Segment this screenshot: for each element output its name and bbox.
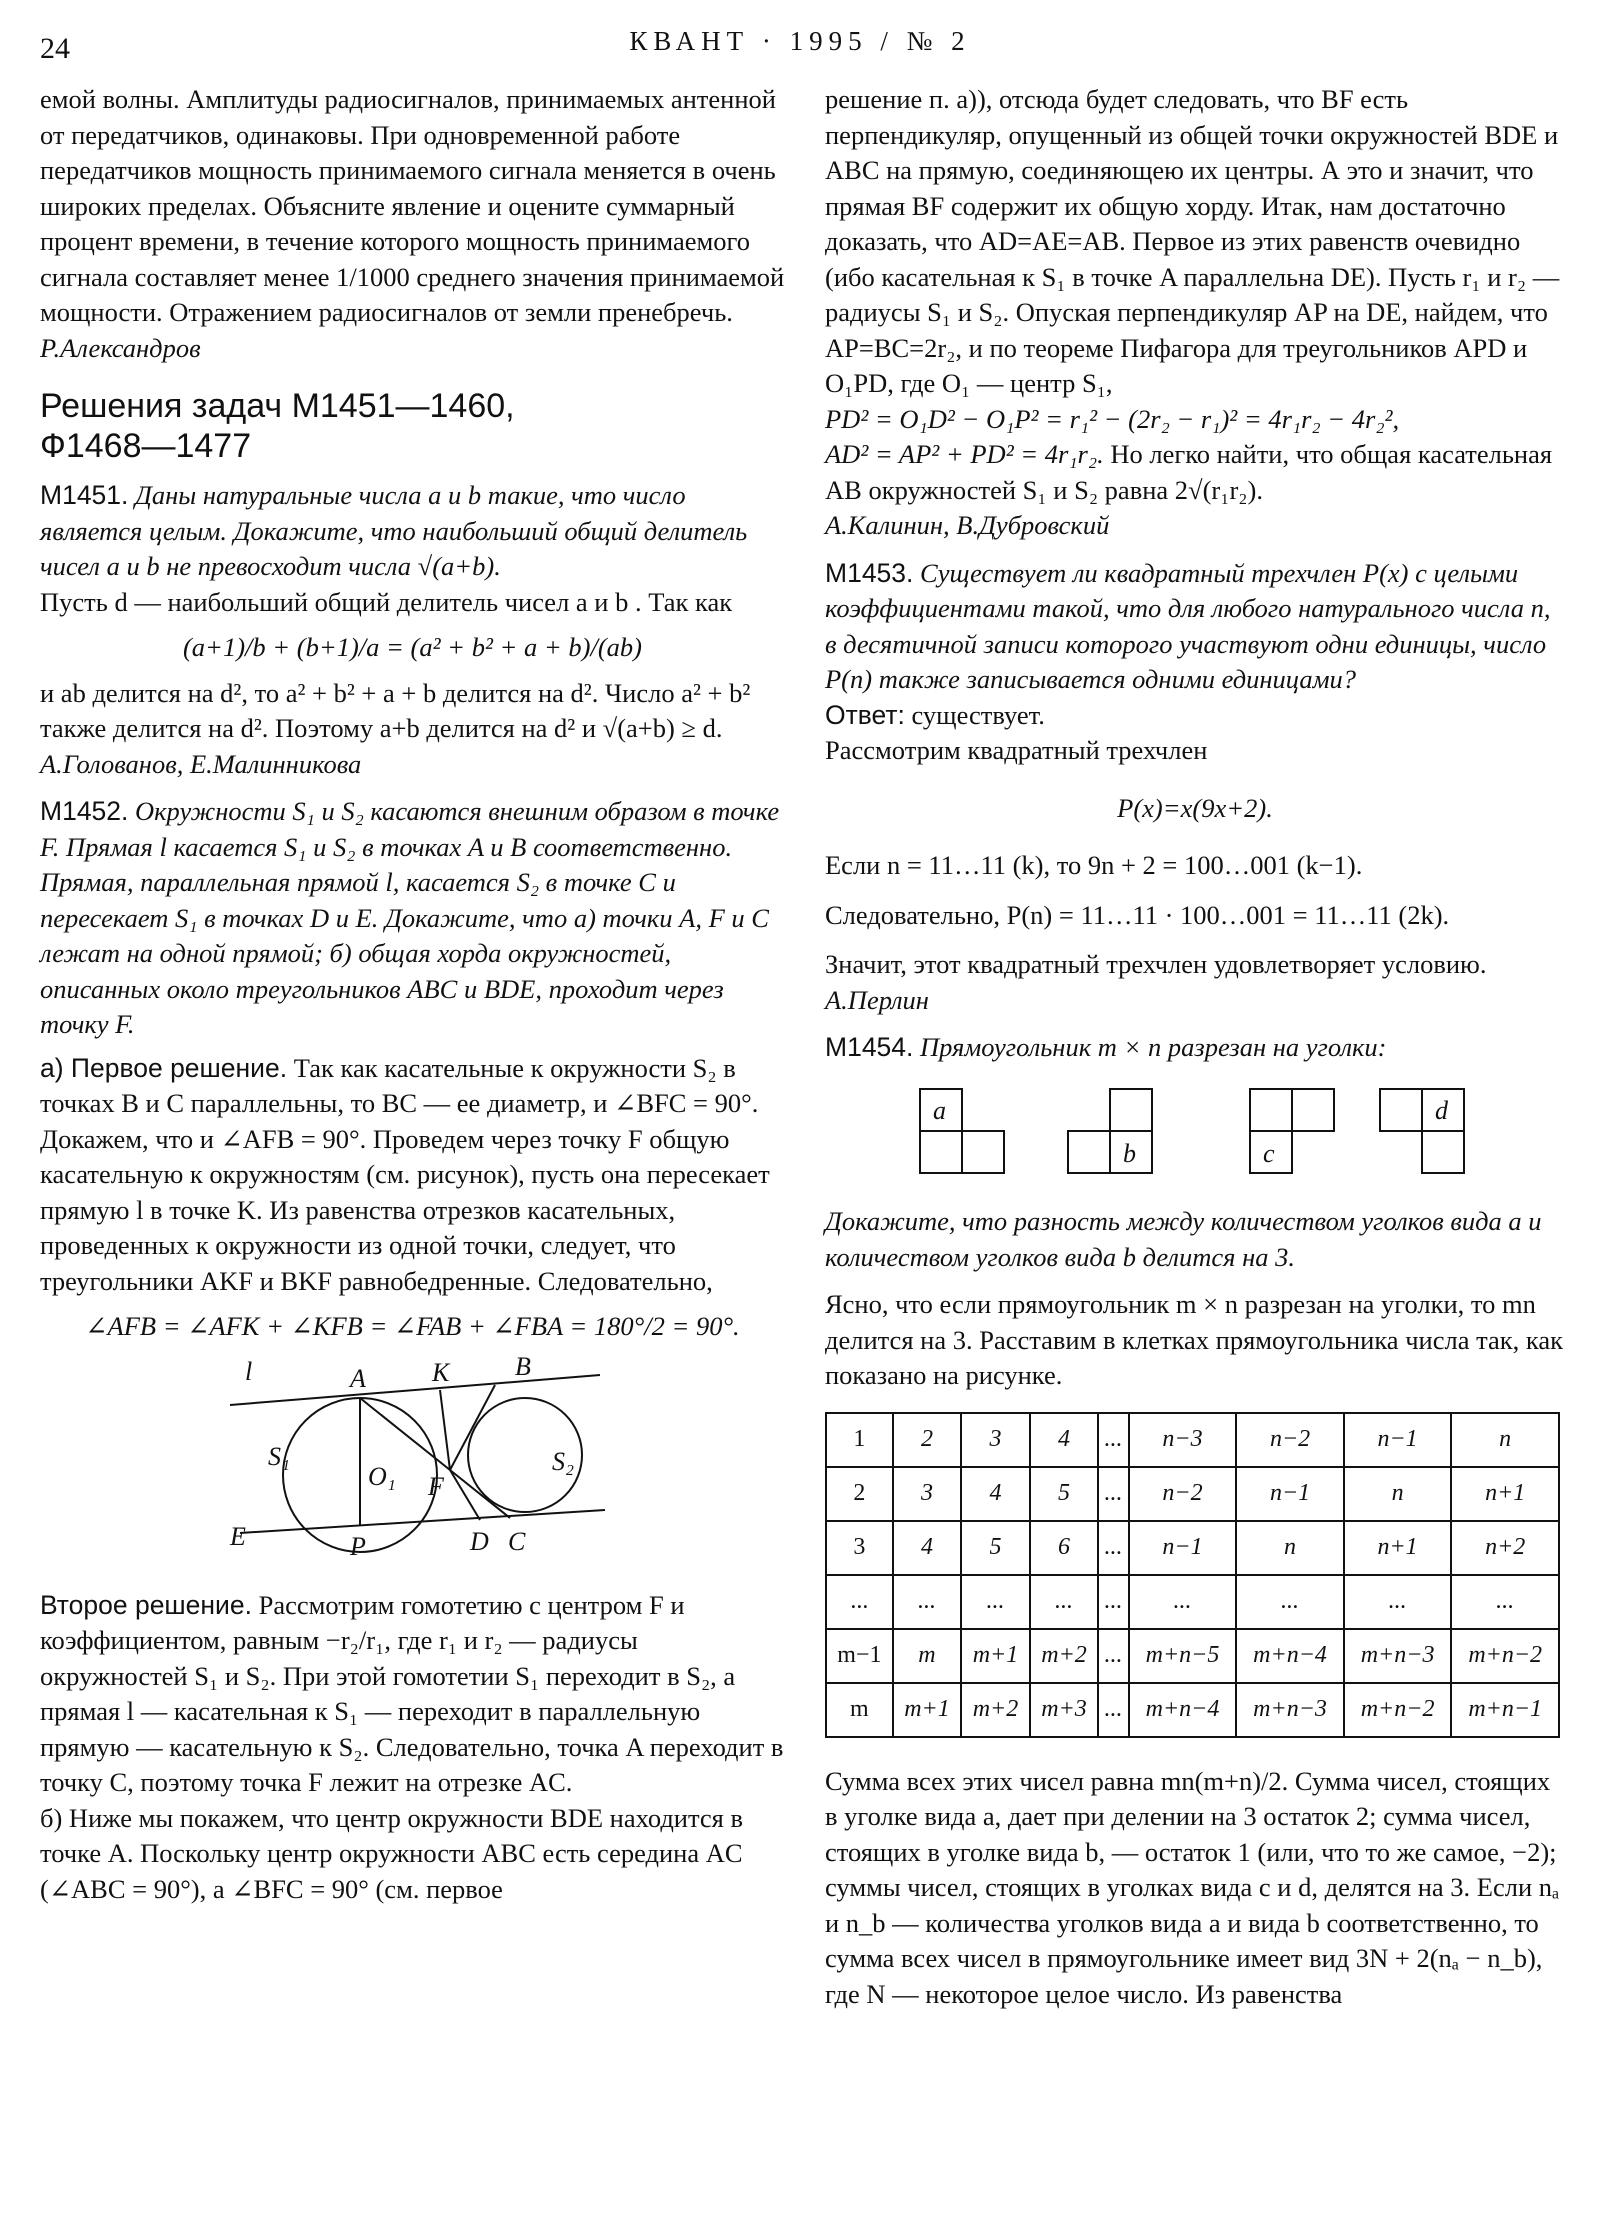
table-cell: m [893,1629,962,1683]
circles-figure [40,1355,785,1580]
page-number: 24 [40,32,70,65]
table-cell: ... [1098,1575,1128,1629]
label-f: F [428,1471,444,1501]
table-cell: m+n−3 [1236,1683,1344,1737]
table-cell: m+n−2 [1344,1683,1452,1737]
table-cell: m+2 [1030,1629,1099,1683]
table-cell: n+1 [1451,1467,1559,1521]
label-s1: S₁ [268,1441,291,1471]
table-cell: 2 [826,1467,893,1521]
m1451-statement [40,478,785,585]
second-solution-label: Второе решение. [40,1589,252,1620]
table-cell: ... [826,1575,893,1629]
table-cell: n−1 [1344,1413,1452,1467]
table-cell: m+3 [1030,1683,1099,1737]
table-cell: ... [1236,1575,1344,1629]
label-o1: O₁ [368,1461,396,1491]
answer-label: Ответ: [825,699,905,730]
m1452-stmt: Окружности S₁ и S₂ касаются внешним образом в точке F. Прямая l касается S₁ и S₂ в точках A и B соответственно. Прямая, параллельная прямой l, касается S₂ в точке C и пересекает S₁ в точках D и E. Докажите, что а) точки A, F и C лежат на одной прямой; б) общая хорда окружностей, описанных около треугольников ABC и BDE, проходит через точку F. [40,796,780,1039]
table-cell: m+n−4 [1129,1683,1237,1737]
corner-shapes [825,1084,1565,1189]
table-cell: 3 [893,1467,962,1521]
label-l: l [245,1356,253,1386]
table-cell: 3 [961,1413,1030,1467]
table-row [826,1413,1559,1467]
table-cell: 5 [1030,1467,1099,1521]
table-cell: n [1344,1467,1452,1521]
m1453-author: А.Перлин [825,984,929,1015]
number-grid [825,1412,1560,1738]
table-row [826,1683,1559,1737]
m1454-sol2: Сумма всех этих чисел равна mn(m+n)/2. Сумма чисел, стоящих в уголке вида a, дает при делении на 3 остаток 2; сумма чисел, стоящих в уголке вида b, — остаток 1 (или, что то же самое, −2); суммы чисел, стоящих в уголках вида c и d, делятся на 3. Если nₐ и n_b — количества уголков вида a и вида b соответственно, то сумма всех чисел в прямоугольнике имеет вид 3N + 2(nₐ − n_b), где N — некоторое целое число. Из равенства [825,1765,1560,2009]
m1452-continuation: решение п. а)), отсюда будет следовать, что BF есть перпендикуляр, опущенный из общей точки окружностей BDE и ABC на прямую, соединяющею их центры. А это и значит, что прямая BF содержит их общую хорду. Итак, нам достаточно доказать, что AD=AE=AB. Первое из этих равенств очевидно (ибо касательная к S₁ в точке A параллельна DE). Пусть r₁ и r₂ — радиусы S₁ и S₂. Опуская перпендикуляр AP на DE, найдем, что AP=BC=2r₂, и по теореме Пифагора для треугольников APD и O₁PD, где O₁ — центр S₁, [825,84,1560,398]
eq2-line [825,437,1565,508]
segment-fd [450,1470,480,1520]
m1451-sol2: и ab делится на d², то a² + b² + a + b делится на d². Число a² + b² также делится на d². Поэтому a+b делится на d² и √(a+b) ≥ d. [40,677,751,743]
table-cell: m [826,1683,893,1737]
second-solution-text: Рассмотрим гомотетию с центром F и коэффициентом, равным −r₂/r₁, где r₁ и r₂ — радиусы окружностей S₁ и S₂. При этой гомотетии S₁ переходит в S₂, а прямая l — касательная к S₁ — переходит в параллельную прямую — касательную к S₂. Следовательно, точка A переходит в точку C, поэтому точка F лежит на отрезке AC. [40,1589,784,1797]
section-title-line1: Решения задач М1451—1460, [40,387,515,425]
label-s2: S₂ [552,1446,575,1476]
table-cell: 6 [1030,1521,1099,1575]
m1451-sol1: Пусть d — наибольший общий делитель чисел a и b . Так как [40,586,733,617]
table-cell: 2 [893,1413,962,1467]
table-cell: ... [1451,1575,1559,1629]
label-a: A [350,1363,366,1393]
table-cell: m+n−2 [1451,1629,1559,1683]
segment-fb [450,1385,495,1470]
intro-paragraph: емой волны. Амплитуды радиосигналов, принимаемых антенной от передатчиков, одинаковы. При одновременной работе передатчиков мощность принимаемого сигнала меняется в очень широких пределах. Объясните явление и оцените суммарный процент времени, в течение которого мощность принимаемого сигнала составляет менее 1/1000 среднего значения принимаемой мощности. Отражением радиосигналов от земли пренебречь. [40,84,785,327]
first-solution-label: а) Первое решение. [40,1052,288,1083]
table-cell: n [1451,1413,1559,1467]
m1452-statement [40,794,785,1043]
table-cell: 1 [826,1413,893,1467]
label-k: K [432,1357,450,1387]
m1453-line1: Если n = 11…11 (k), то 9n + 2 = 100…001 (k−1). [825,850,1363,880]
table-cell: n+1 [1344,1521,1452,1575]
label-b: B [515,1354,531,1381]
m1453-answer [825,698,1565,734]
table-cell: m+1 [961,1629,1030,1683]
first-solution-text: Так как касательные к окружности S₂ в точках B и C параллельны, то BC — ее диаметр, и ∠BFC = 90°. Докажем, что и ∠AFB = 90°. Проведем через точку F общую касательную к окружностям (см. рисунок), пусть она пересекает прямую l в точке K. Из равенства отрезков касательных, проведенных к окружности из одной точки, следует, что треугольники AKF и BKF равнобедренные. Следовательно, [40,1052,770,1296]
table-cell: m+n−1 [1451,1683,1559,1737]
m1451-stmt-a: Даны натуральные числа a и b такие, что число [135,480,686,510]
m1451-formula: (a+1)/b + (b+1)/a = (a² + b² + a + b)/(ab) [182,632,642,662]
label-c: C [508,1526,526,1556]
m1452-label: М1452. [40,796,129,826]
m1453-consider: Рассмотрим квадратный трехчлен [825,735,1208,765]
table-cell: n [1236,1521,1344,1575]
table-cell: ... [1098,1413,1128,1467]
m1451-label: М1451. [40,480,129,510]
left-column [40,82,785,1907]
table-cell: ... [1098,1629,1128,1683]
table-cell: ... [1098,1683,1128,1737]
table-cell: n−3 [1129,1413,1237,1467]
right-column [825,82,1565,2012]
journal-header: КВАНТ · 1995 / № 2 [629,26,971,56]
m1453-label: М1453. [825,557,914,588]
table-cell: m+2 [961,1683,1030,1737]
table-cell: m+1 [893,1683,962,1737]
table-cell: n−1 [1236,1467,1344,1521]
shape-b-letter: b [1123,1138,1136,1168]
table-cell: n−1 [1129,1521,1237,1575]
eq2-rest: Но легко найти, что общая касательная AB окружностей S₁ и S₂ равна 2√(r₁r₂). [825,439,1553,505]
eq1: PD² = O₁D² − O₁P² = r₁² − (2r₂ − r₁)² = 4r₁r₂ − 4r₂², [825,403,1400,434]
answer-value: существует. [911,699,1045,730]
table-cell: m+n−5 [1129,1629,1237,1683]
table-cell: 3 [826,1521,893,1575]
m1451-stmt-b: является целым. Докажите, что наибольший общий делитель чисел a и b не превосходит числа √(a+b). [40,515,748,581]
table-row [826,1575,1559,1629]
label-p: P [350,1531,366,1561]
table-cell: n−2 [1129,1467,1237,1521]
m1454-sol1: Ясно, что если прямоугольник m × n разрезан на уголки, то mn делится на 3. Расставим в клетках прямоугольника числа так, как показано на рисунке. [825,1289,1563,1390]
shape-a-letter: a [933,1095,946,1125]
table-cell: n+2 [1451,1521,1559,1575]
table-cell: ... [1098,1467,1128,1521]
eq2: AD² = AP² + PD² = 4r₁r₂. [825,439,1104,469]
m1454-label: М1454. [825,1032,914,1062]
table-row [826,1521,1559,1575]
m1452-author: А.Калинин, В.Дубровский [825,510,1110,540]
m1454-stmt: Прямоугольник m × n разрезан на уголки: [920,1032,1387,1062]
section-title-line2: Ф1468—1477 [40,427,252,465]
section-title [40,386,785,466]
m1452-part-b: б) Ниже мы покажем, что центр окружности BDE находится в точке A. Поскольку центр окружности ABC есть середина AC (∠ABC = 90°), а ∠BFC = 90° (см. первое [40,1802,743,1904]
table-cell: 4 [961,1467,1030,1521]
segment-af [360,1398,450,1470]
m1454-prove: Докажите, что разность между количеством уголков вида a и количеством уголков вида b делится на 3. [825,1206,1542,1272]
shape-c-letter: c [1263,1138,1275,1168]
intro-author: Р.Александров [40,332,201,363]
table-cell: ... [1030,1575,1099,1629]
table-row [826,1467,1559,1521]
table-cell: ... [1344,1575,1452,1629]
table-cell: 4 [893,1521,962,1575]
m1453-line2: Следовательно, P(n) = 11…11 · 100…001 = 11…11 (2k). [825,899,1450,930]
table-row [826,1629,1559,1683]
table-cell: 5 [961,1521,1030,1575]
table-cell: ... [893,1575,962,1629]
label-e: E [230,1521,246,1551]
m1453-conclusion: Значит, этот квадратный трехчлен удовлетворяет условию. [825,949,1487,979]
m1453-poly: P(x)=x(9x+2). [1117,792,1273,823]
table-cell: ... [961,1575,1030,1629]
m1452-second [40,1588,785,1801]
angle-formula: ∠AFB = ∠AFK + ∠KFB = ∠FAB + ∠FBA = 180°/2 = 90°. [85,1311,740,1341]
table-cell: 4 [1030,1413,1099,1467]
m1452-first [40,1051,785,1300]
m1453-statement [825,556,1565,698]
table-cell: ... [1098,1521,1128,1575]
table-cell: m+n−4 [1236,1629,1344,1683]
table-cell: n−2 [1236,1413,1344,1467]
table-cell: m+n−3 [1344,1629,1452,1683]
m1451-author: А.Голованов, Е.Малинникова [40,748,362,779]
table-cell: ... [1129,1575,1237,1629]
table-cell: m−1 [826,1629,893,1683]
segment-fc [450,1470,510,1518]
m1454-statement [825,1030,1565,1066]
label-d: D [470,1526,489,1556]
m1453-stmt: Существует ли квадратный трехчлен P(x) с целыми коэффициентами такой, что для любого натурального числа n, в десятичной записи которого участвуют одни единицы, число P(n) также записывается одними единицами? [825,557,1551,694]
shape-d-letter: d [1435,1095,1448,1125]
segment-fk [440,1390,450,1470]
